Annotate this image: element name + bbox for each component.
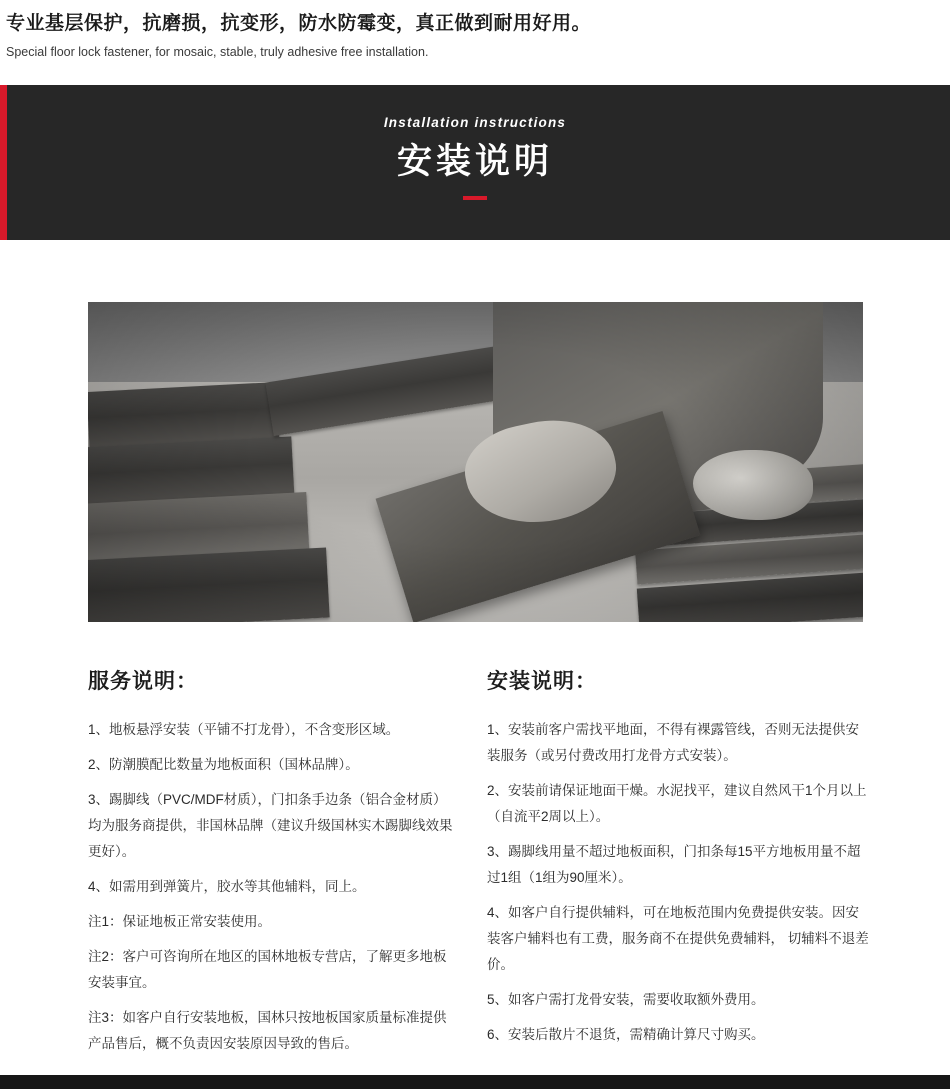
section-banner <box>0 85 950 240</box>
headline-english: Special floor lock fastener, for mosaic, stable, truly adhesive free installation. <box>6 45 429 59</box>
install-item: 4、如客户自行提供辅料，可在地板范围内免费提供安装。因安装客户辅料也有工费，服务商不在提供免费辅料， 切辅料不退差价。 <box>487 905 869 972</box>
service-item: 1、地板悬浮安装（平铺不打龙骨），不含变形区域。 <box>88 722 400 737</box>
bottom-dark-bar <box>0 1075 950 1089</box>
install-item: 1、安装前客户需找平地面，不得有裸露管线，否则无法提供安装服务（或另付费改用打龙骨方式安装）。 <box>487 722 860 763</box>
install-item: 6、安装后散片不退货，需精确计算尺寸购买。 <box>487 1027 765 1042</box>
photo-vignette <box>88 302 863 622</box>
install-instructions-title: 安装说明： <box>487 670 597 693</box>
service-instructions-title: 服务说明： <box>88 670 198 693</box>
banner-underline <box>463 196 487 200</box>
service-item: 4、如需用到弹簧片，胶水等其他辅料，同上。 <box>88 879 366 894</box>
top-headline-block <box>0 0 950 85</box>
service-note: 注3：如客户自行安装地板，国林只按地板国家质量标准提供产品售后，概不负责因安装原因导致的售后。 <box>88 1010 447 1051</box>
service-instructions-column <box>0 667 475 1066</box>
install-item: 5、如客户需打龙骨安装，需要收取额外费用。 <box>487 992 765 1007</box>
install-instructions-column <box>475 667 950 1066</box>
instructions-columns <box>0 622 950 1066</box>
headline-chinese: 专业基层保护，抗磨损，抗变形，防水防霉变，真正做到耐用好用。 <box>6 13 592 34</box>
service-item: 2、防潮膜配比数量为地板面积（国林品牌）。 <box>88 757 359 772</box>
install-item: 2、安装前请保证地面干燥。水泥找平，建议自然风干1个月以上（自流平2周以上）。 <box>487 783 867 824</box>
banner-content <box>0 85 950 240</box>
photo-section <box>0 240 950 622</box>
install-item: 3、踢脚线用量不超过地板面积，门扣条每15平方地板用量不超过1组（1组为90厘米）。 <box>487 844 861 885</box>
installation-photo <box>88 302 863 622</box>
banner-english-title: Installation instructions <box>383 115 567 130</box>
service-item: 3、踢脚线（PVC/MDF材质），门扣条手边条（铝合金材质）均为服务商提供，非国林品牌（建议升级国林实木踢脚线效果更好）。 <box>88 792 453 859</box>
banner-chinese-title: 安装说明 <box>396 142 553 181</box>
service-note: 注2：客户可咨询所在地区的国林地板专营店，了解更多地板安装事宜。 <box>88 949 447 990</box>
service-note: 注1：保证地板正常安装使用。 <box>88 914 272 929</box>
